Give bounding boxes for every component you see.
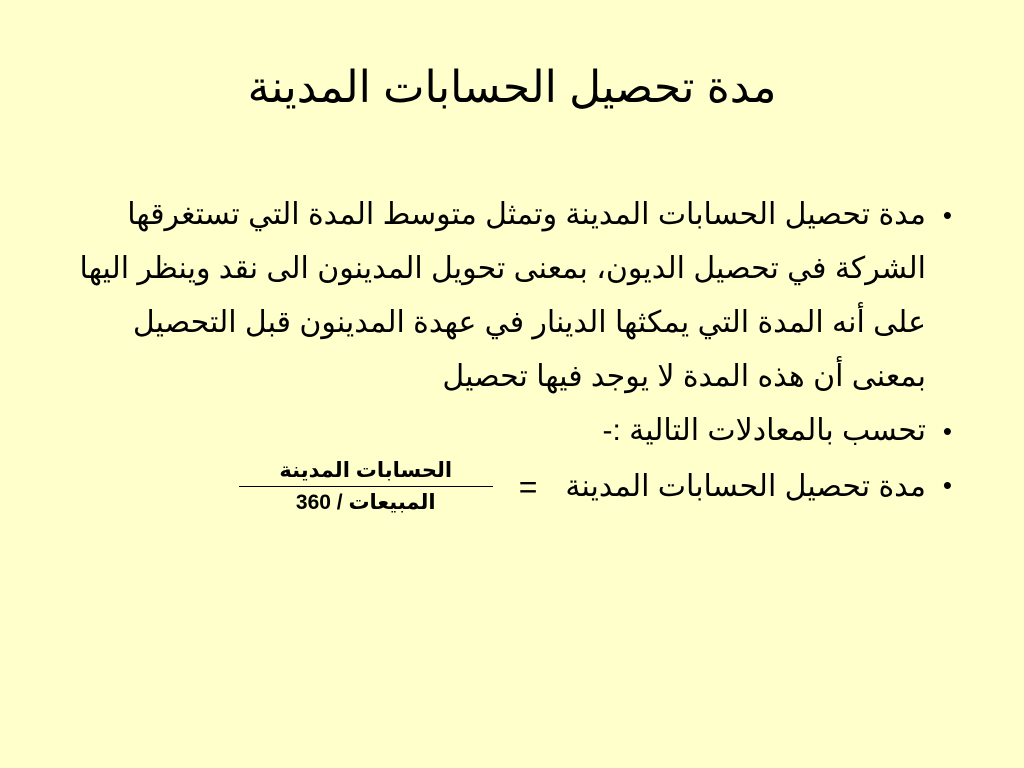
equation-lhs: مدة تحصيل الحسابات المدينة: [565, 470, 926, 503]
bullet-icon: •: [942, 470, 952, 500]
bullet-text: مدة تحصيل الحسابات المدينة وتمثل متوسط المدة التي تستغرقها الشركة في تحصيل الديون، بمعنى تحويل المدينون الى نقد وينظر اليها على أنه المدة التي يمكثها الدينار في عهدة المدينون قبل التحصيل بمعنى أن هذه المدة لا يوجد فيها تحصيل: [79, 198, 926, 393]
bullet-icon: •: [942, 416, 952, 446]
fraction-numerator: الحسابات المدينة: [279, 459, 453, 482]
equation: [72, 458, 926, 516]
fraction-denominator: المبيعات / 360: [295, 491, 436, 514]
slide-title: مدة تحصيل الحسابات المدينة: [247, 63, 777, 112]
bullet-text: تحسب بالمعادلات التالية :-: [602, 414, 926, 447]
bullet-item-calculation: [72, 404, 952, 458]
fraction-bar: [239, 486, 493, 487]
equals-sign: =: [518, 469, 538, 505]
bullet-item-equation: [72, 458, 952, 516]
bullet-icon: •: [942, 200, 952, 230]
bullet-item-definition: [72, 188, 952, 404]
fraction: [239, 458, 493, 516]
bullet-list: [72, 188, 952, 516]
